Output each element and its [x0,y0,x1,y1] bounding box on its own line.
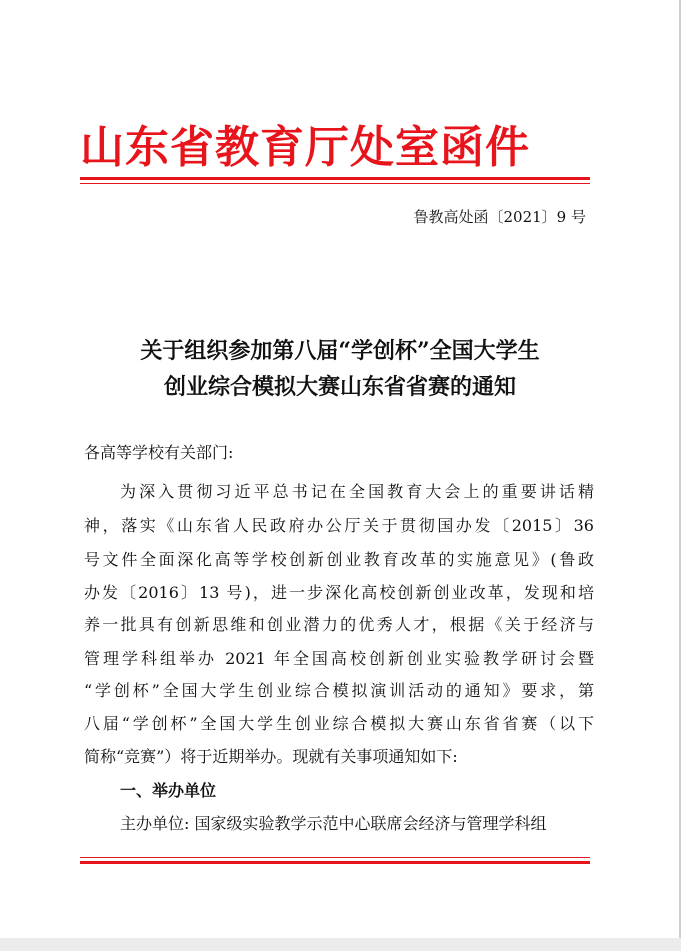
letterhead-rule-thick [80,177,590,180]
letterhead-rule-thin [80,183,590,184]
body-line: 八届“学创杯”全国大学生创业综合模拟大赛山东省省赛（以下 [84,714,594,733]
body-line: 简称“竞赛”）将于近期举办。现就有关事项通知如下: [84,747,458,766]
body-line: 管理学科组举办 2021 年全国高校创新创业实验教学研讨会暨 [84,649,594,668]
body-line: 办发〔2016〕13 号)，进一步深化高校创新创业改革，发现和培 [84,583,594,602]
salutation: 各高等学校有关部门: [84,443,234,462]
footer-rule-thin [80,857,590,858]
section-heading: 一、举办单位 [120,781,217,800]
body-line: 主办单位: 国家级实验教学示范中心联席会经济与管理学科组 [120,814,547,833]
letterhead-title: 山东省教育厅处室函件 [80,122,530,173]
body-line: 为深入贯彻习近平总书记在全国教育大会上的重要讲话精 [120,482,594,501]
body-line: 神，落实《山东省人民政府办公厅关于贯彻国办发〔2015〕36 [84,516,594,535]
document-title-line-1: 关于组织参加第八届“学创杯”全国大学生 [140,338,540,364]
body-line: “学创杯”全国大学生创业综合模拟演训活动的通知》要求，第 [84,681,594,700]
body-line: 号文件全面深化高等学校创新创业教育改革的实施意见》(鲁政 [84,550,594,569]
footer-rule-thick [80,861,590,864]
body-line: 养一批具有创新思维和创业潜力的优秀人才，根据《关于经济与 [84,615,594,634]
document-number: 鲁教高处函〔2021〕9 号 [413,208,586,226]
page-bottom-margin [0,938,681,951]
document-title-line-2: 创业综合模拟大赛山东省省赛的通知 [163,374,516,400]
